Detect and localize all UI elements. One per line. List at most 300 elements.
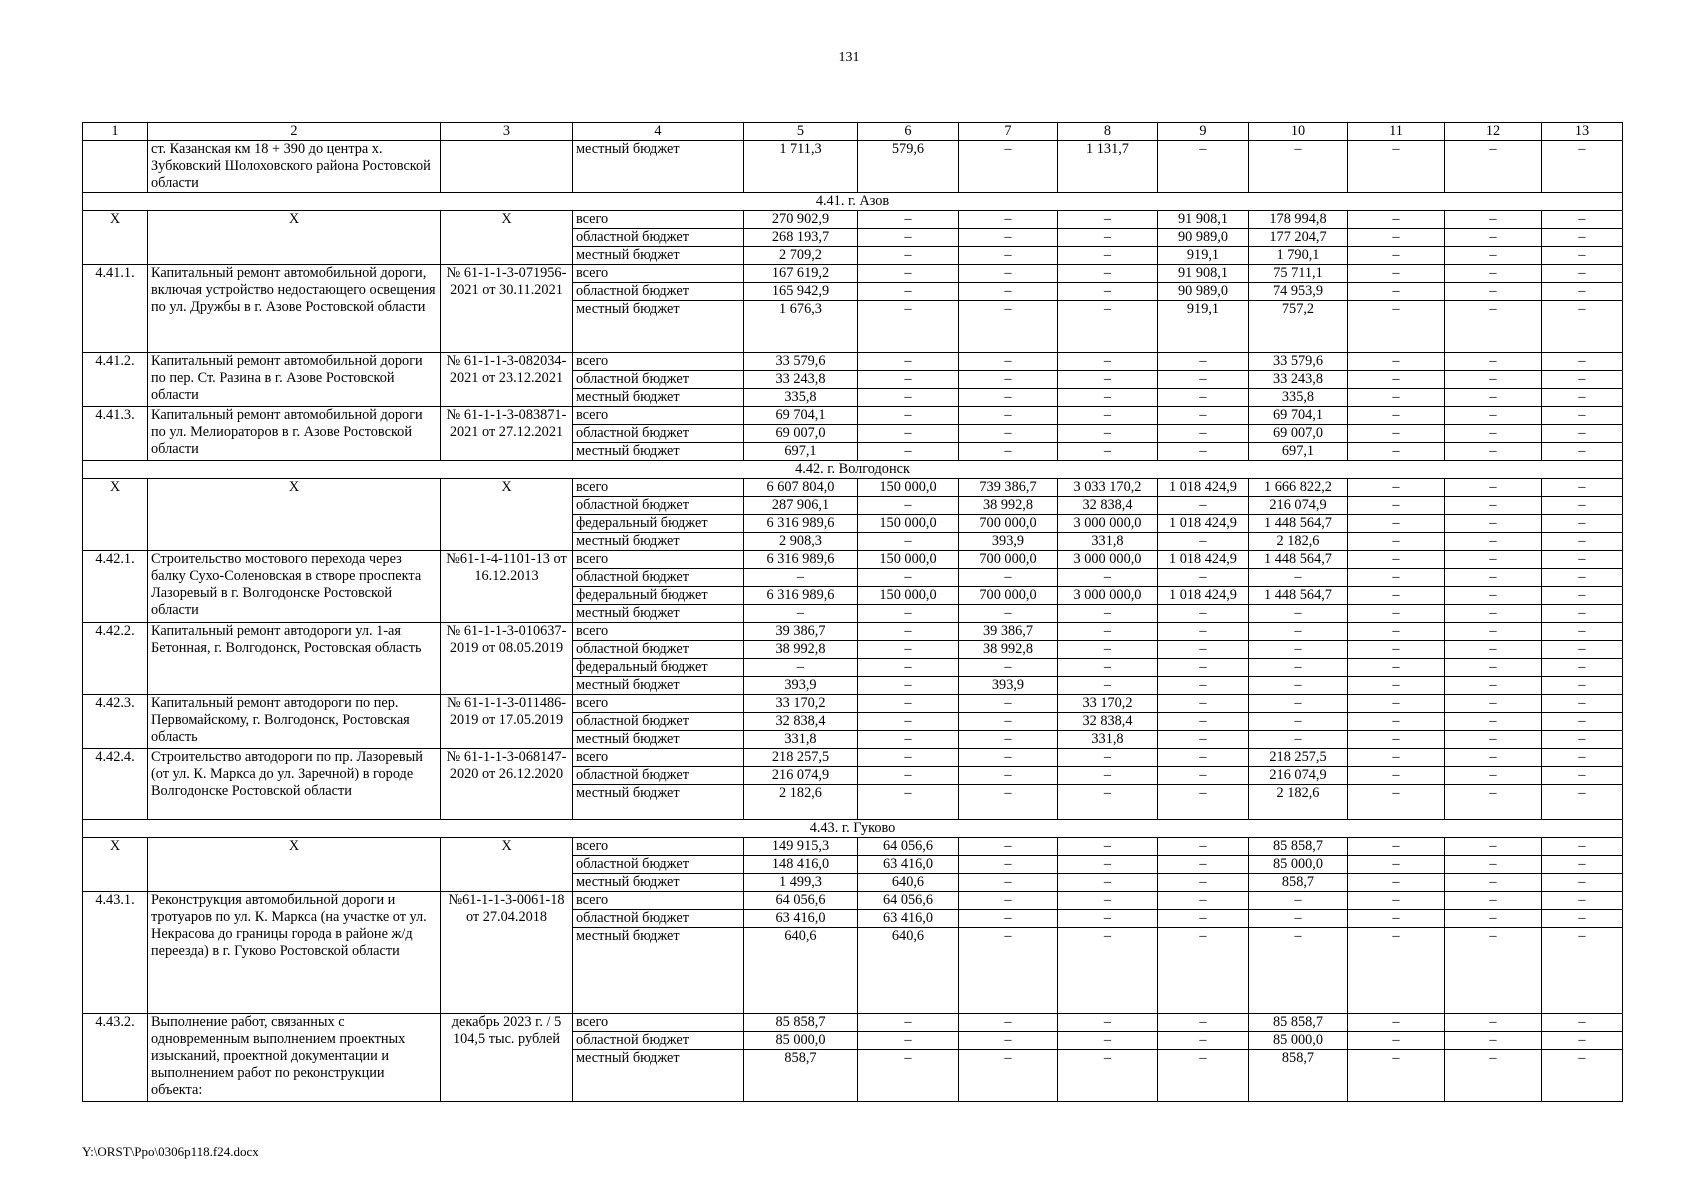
column-header: 4	[573, 123, 744, 141]
funding-source: местный бюджет	[573, 443, 744, 461]
value-cell: –	[1348, 785, 1445, 820]
funding-source: местный бюджет	[573, 389, 744, 407]
column-header: 13	[1542, 123, 1623, 141]
value-cell: –	[959, 713, 1058, 731]
value-cell: –	[1542, 407, 1623, 425]
item-document: № 61-1-1-3-010637-2019 от 08.05.2019	[441, 623, 573, 695]
value-cell: –	[1158, 533, 1249, 551]
value-cell: 64 056,6	[744, 892, 858, 910]
funding-source: местный бюджет	[573, 301, 744, 353]
value-cell: –	[1249, 731, 1348, 749]
value-cell: –	[1542, 874, 1623, 892]
value-cell: –	[1348, 892, 1445, 910]
value-cell: –	[1058, 371, 1158, 389]
value-cell: –	[858, 677, 959, 695]
value-cell: –	[1542, 1032, 1623, 1050]
value-cell: –	[1158, 856, 1249, 874]
value-cell: –	[1445, 1050, 1542, 1102]
table-row	[83, 211, 1623, 229]
item-document: №61-1-1-3-0061-18 от 27.04.2018	[441, 892, 573, 1014]
funding-source: федеральный бюджет	[573, 659, 744, 677]
funding-source: областной бюджет	[573, 641, 744, 659]
value-cell: –	[1158, 407, 1249, 425]
value-cell: –	[1542, 767, 1623, 785]
value-cell: 1 018 424,9	[1158, 479, 1249, 497]
value-cell: 149 915,3	[744, 838, 858, 856]
funding-source: областной бюджет	[573, 1032, 744, 1050]
value-cell: –	[1158, 695, 1249, 713]
value-cell: –	[858, 247, 959, 265]
value-cell: –	[1445, 605, 1542, 623]
value-cell: –	[1249, 605, 1348, 623]
item-name: Капитальный ремонт автодороги ул. 1-ая Бетонная, г. Волгодонск, Ростовская область	[148, 623, 441, 695]
value-cell: –	[959, 785, 1058, 820]
value-cell: –	[744, 569, 858, 587]
value-cell: –	[1542, 389, 1623, 407]
value-cell: –	[1249, 910, 1348, 928]
value-cell: 1 448 564,7	[1249, 515, 1348, 533]
value-cell: 858,7	[744, 1050, 858, 1102]
value-cell: –	[1348, 749, 1445, 767]
value-cell: –	[1445, 425, 1542, 443]
value-cell: –	[1249, 659, 1348, 677]
item-name: Х	[148, 479, 441, 551]
funding-source: местный бюджет	[573, 874, 744, 892]
value-cell: –	[1542, 659, 1623, 677]
value-cell: –	[1348, 1014, 1445, 1032]
value-cell: –	[1445, 389, 1542, 407]
value-cell: 3 000 000,0	[1058, 551, 1158, 569]
item-number: 4.42.2.	[83, 623, 148, 695]
item-name: Выполнение работ, связанных с одновременным выполнением проектных изысканий, проектной документации и выполнением работ по реконструкции объекта:	[148, 1014, 441, 1102]
value-cell: –	[1348, 677, 1445, 695]
item-number: 4.41.2.	[83, 353, 148, 407]
value-cell: 85 000,0	[744, 1032, 858, 1050]
value-cell: –	[1542, 785, 1623, 820]
value-cell: –	[1348, 283, 1445, 301]
value-cell: –	[1348, 874, 1445, 892]
value-cell: –	[959, 749, 1058, 767]
section-row	[83, 820, 1623, 838]
value-cell: 216 074,9	[1249, 497, 1348, 515]
value-cell: 331,8	[744, 731, 858, 749]
value-cell: –	[1348, 731, 1445, 749]
value-cell: –	[1158, 731, 1249, 749]
item-document: № 61-1-1-3-071956-2021 от 30.11.2021	[441, 265, 573, 353]
column-header: 7	[959, 123, 1058, 141]
value-cell: 1 711,3	[744, 141, 858, 193]
value-cell: 697,1	[1249, 443, 1348, 461]
item-name: Капитальный ремонт автомобильной дороги по пер. Ст. Разина в г. Азове Ростовской области	[148, 353, 441, 407]
value-cell: –	[1348, 1050, 1445, 1102]
table-row	[83, 551, 1623, 569]
value-cell: –	[1158, 659, 1249, 677]
value-cell: 90 989,0	[1158, 283, 1249, 301]
value-cell: –	[1158, 713, 1249, 731]
value-cell: –	[858, 605, 959, 623]
value-cell: –	[1158, 425, 1249, 443]
value-cell: –	[1058, 659, 1158, 677]
value-cell: –	[959, 353, 1058, 371]
value-cell: 3 000 000,0	[1058, 515, 1158, 533]
value-cell: –	[858, 301, 959, 353]
value-cell: –	[858, 533, 959, 551]
value-cell: –	[858, 443, 959, 461]
value-cell: –	[1058, 605, 1158, 623]
item-name: ст. Казанская км 18 + 390 до центра х. Зубковский Шолоховского района Ростовской области	[148, 141, 441, 193]
value-cell: 85 858,7	[1249, 838, 1348, 856]
value-cell: –	[1249, 713, 1348, 731]
value-cell: 6 316 989,6	[744, 587, 858, 605]
value-cell: –	[1348, 497, 1445, 515]
value-cell: 33 170,2	[744, 695, 858, 713]
value-cell: 858,7	[1249, 874, 1348, 892]
value-cell: –	[1445, 623, 1542, 641]
value-cell: –	[1542, 425, 1623, 443]
value-cell: 1 018 424,9	[1158, 515, 1249, 533]
item-number: Х	[83, 211, 148, 265]
funding-source: всего	[573, 407, 744, 425]
value-cell: –	[1158, 623, 1249, 641]
value-cell: –	[1058, 301, 1158, 353]
value-cell: –	[858, 1050, 959, 1102]
value-cell: –	[1348, 928, 1445, 1014]
financing-table	[82, 122, 1623, 1102]
value-cell: 38 992,8	[959, 641, 1058, 659]
column-header: 9	[1158, 123, 1249, 141]
value-cell: –	[1058, 407, 1158, 425]
value-cell: –	[1249, 928, 1348, 1014]
value-cell: –	[959, 856, 1058, 874]
table-row	[83, 695, 1623, 713]
value-cell: –	[1542, 301, 1623, 353]
value-cell: –	[959, 767, 1058, 785]
value-cell: 270 902,9	[744, 211, 858, 229]
value-cell: –	[858, 731, 959, 749]
funding-source: всего	[573, 479, 744, 497]
value-cell: –	[1348, 838, 1445, 856]
section-title: 4.41. г. Азов	[83, 193, 1623, 211]
value-cell: 150 000,0	[858, 515, 959, 533]
value-cell: 640,6	[858, 928, 959, 1014]
value-cell: –	[1542, 569, 1623, 587]
value-cell: –	[858, 695, 959, 713]
funding-source: областной бюджет	[573, 497, 744, 515]
value-cell: –	[1058, 1032, 1158, 1050]
value-cell: –	[1542, 605, 1623, 623]
value-cell: –	[858, 1014, 959, 1032]
value-cell: –	[1058, 425, 1158, 443]
value-cell: –	[1445, 659, 1542, 677]
value-cell: –	[1542, 283, 1623, 301]
value-cell: –	[1158, 443, 1249, 461]
value-cell: 32 838,4	[744, 713, 858, 731]
value-cell: –	[1158, 641, 1249, 659]
value-cell: –	[1542, 497, 1623, 515]
item-name: Строительство мостового перехода через балку Сухо-Соленовская в створе проспекта Лазоревый в г. Волгодонске Ростовской области	[148, 551, 441, 623]
value-cell: –	[1445, 713, 1542, 731]
value-cell: –	[1542, 623, 1623, 641]
value-cell: –	[959, 928, 1058, 1014]
value-cell: –	[858, 785, 959, 820]
value-cell: 287 906,1	[744, 497, 858, 515]
value-cell: –	[1542, 695, 1623, 713]
value-cell: 1 666 822,2	[1249, 479, 1348, 497]
value-cell: 335,8	[744, 389, 858, 407]
value-cell: –	[1445, 265, 1542, 283]
value-cell: –	[1249, 695, 1348, 713]
value-cell: 216 074,9	[744, 767, 858, 785]
item-number: 4.42.3.	[83, 695, 148, 749]
value-cell: –	[744, 605, 858, 623]
item-document: № 61-1-1-3-082034-2021 от 23.12.2021	[441, 353, 573, 407]
funding-source: областной бюджет	[573, 283, 744, 301]
funding-source: местный бюджет	[573, 731, 744, 749]
value-cell: –	[858, 569, 959, 587]
value-cell: 6 607 804,0	[744, 479, 858, 497]
item-document: № 61-1-1-3-068147-2020 от 26.12.2020	[441, 749, 573, 820]
value-cell: –	[1348, 569, 1445, 587]
item-document: Х	[441, 838, 573, 892]
value-cell: 33 579,6	[1249, 353, 1348, 371]
value-cell: –	[1445, 587, 1542, 605]
value-cell: 919,1	[1158, 301, 1249, 353]
value-cell: –	[1058, 265, 1158, 283]
value-cell: –	[1348, 533, 1445, 551]
funding-source: всего	[573, 211, 744, 229]
table-row	[83, 479, 1623, 497]
value-cell: –	[1445, 856, 1542, 874]
value-cell: –	[1058, 874, 1158, 892]
value-cell: –	[1445, 910, 1542, 928]
value-cell: 91 908,1	[1158, 265, 1249, 283]
value-cell: 2 908,3	[744, 533, 858, 551]
value-cell: –	[1348, 211, 1445, 229]
funding-source: всего	[573, 838, 744, 856]
value-cell: –	[1445, 1032, 1542, 1050]
item-number: Х	[83, 838, 148, 892]
value-cell: –	[1249, 141, 1348, 193]
funding-source: областной бюджет	[573, 856, 744, 874]
value-cell: –	[1542, 211, 1623, 229]
value-cell: –	[858, 407, 959, 425]
funding-source: местный бюджет	[573, 141, 744, 193]
value-cell: 3 033 170,2	[1058, 479, 1158, 497]
value-cell: –	[1542, 856, 1623, 874]
value-cell: 2 182,6	[744, 785, 858, 820]
value-cell: 218 257,5	[744, 749, 858, 767]
item-document: Х	[441, 211, 573, 265]
funding-source: областной бюджет	[573, 371, 744, 389]
value-cell: 393,9	[744, 677, 858, 695]
section-title: 4.43. г. Гуково	[83, 820, 1623, 838]
item-number: 4.41.3.	[83, 407, 148, 461]
column-header: 6	[858, 123, 959, 141]
funding-source: областной бюджет	[573, 569, 744, 587]
value-cell: –	[959, 731, 1058, 749]
column-header: 2	[148, 123, 441, 141]
value-cell: –	[1158, 928, 1249, 1014]
value-cell: –	[1348, 1032, 1445, 1050]
item-document: декабрь 2023 г. / 5 104,5 тыс. рублей	[441, 1014, 573, 1102]
value-cell: –	[1445, 892, 1542, 910]
value-cell: –	[959, 371, 1058, 389]
column-header: 5	[744, 123, 858, 141]
value-cell: –	[1158, 767, 1249, 785]
value-cell: –	[1058, 283, 1158, 301]
value-cell: –	[1542, 731, 1623, 749]
value-cell: –	[1542, 141, 1623, 193]
column-header: 3	[441, 123, 573, 141]
value-cell: –	[1058, 389, 1158, 407]
value-cell: –	[959, 569, 1058, 587]
value-cell: –	[959, 838, 1058, 856]
value-cell: –	[744, 659, 858, 677]
value-cell: –	[1542, 1014, 1623, 1032]
value-cell: –	[959, 892, 1058, 910]
funding-source: областной бюджет	[573, 229, 744, 247]
value-cell: 63 416,0	[858, 910, 959, 928]
table-row	[83, 838, 1623, 856]
value-cell: –	[959, 389, 1058, 407]
value-cell: –	[1445, 353, 1542, 371]
value-cell: –	[1249, 641, 1348, 659]
value-cell: –	[1158, 838, 1249, 856]
value-cell: –	[1058, 623, 1158, 641]
value-cell: –	[959, 247, 1058, 265]
value-cell: 3 000 000,0	[1058, 587, 1158, 605]
value-cell: 150 000,0	[858, 551, 959, 569]
value-cell: –	[1348, 551, 1445, 569]
value-cell: –	[1542, 749, 1623, 767]
value-cell: 579,6	[858, 141, 959, 193]
value-cell: 64 056,6	[858, 838, 959, 856]
value-cell: 75 711,1	[1249, 265, 1348, 283]
value-cell: –	[1348, 515, 1445, 533]
value-cell: 6 316 989,6	[744, 551, 858, 569]
item-name: Х	[148, 211, 441, 265]
value-cell: –	[1542, 353, 1623, 371]
funding-source: местный бюджет	[573, 533, 744, 551]
funding-source: всего	[573, 551, 744, 569]
value-cell: 640,6	[744, 928, 858, 1014]
item-number: 4.42.4.	[83, 749, 148, 820]
value-cell: –	[1058, 443, 1158, 461]
value-cell: 85 000,0	[1249, 1032, 1348, 1050]
value-cell: –	[858, 749, 959, 767]
value-cell: –	[1542, 928, 1623, 1014]
table-row	[83, 623, 1623, 641]
value-cell: –	[1445, 551, 1542, 569]
item-document: №61-1-4-1101-13 от 16.12.2013	[441, 551, 573, 623]
value-cell: –	[1158, 677, 1249, 695]
value-cell: –	[1158, 389, 1249, 407]
value-cell: –	[1348, 265, 1445, 283]
value-cell: 2 709,2	[744, 247, 858, 265]
value-cell: –	[1348, 443, 1445, 461]
value-cell: –	[1158, 874, 1249, 892]
value-cell: –	[1445, 301, 1542, 353]
value-cell: –	[1158, 892, 1249, 910]
column-header: 10	[1249, 123, 1348, 141]
value-cell: –	[1445, 731, 1542, 749]
value-cell: –	[1249, 623, 1348, 641]
value-cell: –	[858, 713, 959, 731]
value-cell: –	[1348, 856, 1445, 874]
page-number: 131	[838, 50, 860, 65]
value-cell: 1 131,7	[1058, 141, 1158, 193]
value-cell: –	[1348, 587, 1445, 605]
value-cell: –	[1542, 371, 1623, 389]
table-row	[83, 749, 1623, 767]
item-number: 4.43.2.	[83, 1014, 148, 1102]
value-cell: 90 989,0	[1158, 229, 1249, 247]
value-cell: –	[858, 425, 959, 443]
value-cell: –	[858, 265, 959, 283]
table-row	[83, 353, 1623, 371]
value-cell: –	[1058, 1050, 1158, 1102]
value-cell: –	[1348, 389, 1445, 407]
value-cell: –	[959, 659, 1058, 677]
value-cell: –	[1158, 1032, 1249, 1050]
value-cell: –	[1058, 641, 1158, 659]
value-cell: –	[1348, 695, 1445, 713]
value-cell: –	[1445, 479, 1542, 497]
value-cell: –	[1249, 569, 1348, 587]
value-cell: –	[1542, 677, 1623, 695]
value-cell: 1 499,3	[744, 874, 858, 892]
value-cell: –	[1542, 587, 1623, 605]
value-cell: –	[1249, 892, 1348, 910]
value-cell: –	[1445, 785, 1542, 820]
funding-source: всего	[573, 353, 744, 371]
value-cell: –	[1058, 1014, 1158, 1032]
value-cell: 33 243,8	[1249, 371, 1348, 389]
value-cell: –	[1445, 533, 1542, 551]
funding-source: местный бюджет	[573, 605, 744, 623]
value-cell: 39 386,7	[959, 623, 1058, 641]
value-cell: –	[1542, 443, 1623, 461]
value-cell: –	[1445, 749, 1542, 767]
value-cell: 85 858,7	[1249, 1014, 1348, 1032]
value-cell: 1 018 424,9	[1158, 587, 1249, 605]
value-cell: 700 000,0	[959, 587, 1058, 605]
section-row	[83, 461, 1623, 479]
value-cell: –	[1445, 767, 1542, 785]
value-cell: –	[1158, 910, 1249, 928]
item-document: № 61-1-1-3-011486-2019 от 17.05.2019	[441, 695, 573, 749]
value-cell: 32 838,4	[1058, 497, 1158, 515]
value-cell: 1 790,1	[1249, 247, 1348, 265]
value-cell: –	[1158, 371, 1249, 389]
value-cell: –	[959, 229, 1058, 247]
value-cell: –	[1542, 515, 1623, 533]
value-cell: –	[858, 1032, 959, 1050]
value-cell: 85 000,0	[1249, 856, 1348, 874]
value-cell: 38 992,8	[959, 497, 1058, 515]
value-cell: 739 386,7	[959, 479, 1058, 497]
value-cell: –	[959, 211, 1058, 229]
funding-source: всего	[573, 695, 744, 713]
value-cell: –	[1445, 515, 1542, 533]
value-cell: –	[1348, 301, 1445, 353]
value-cell: –	[1249, 677, 1348, 695]
value-cell: –	[1445, 569, 1542, 587]
value-cell: 697,1	[744, 443, 858, 461]
value-cell: 148 416,0	[744, 856, 858, 874]
funding-source: всего	[573, 749, 744, 767]
funding-source: всего	[573, 892, 744, 910]
